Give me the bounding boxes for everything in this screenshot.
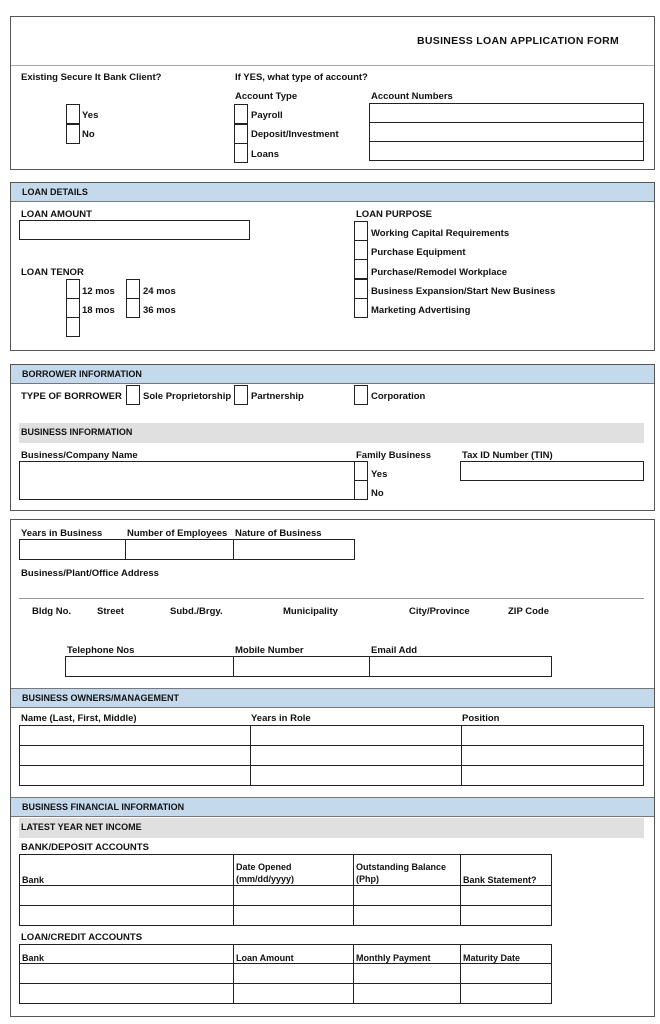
owners-table xyxy=(19,725,644,786)
corporation-label: Corporation xyxy=(371,391,426,402)
owner-name-cell[interactable] xyxy=(20,726,251,746)
payroll-label: Payroll xyxy=(251,110,283,121)
owner-years-header: Years in Role xyxy=(251,713,311,724)
maturity-date-column-header: Maturity Date xyxy=(461,945,552,964)
business-details-panel xyxy=(10,519,655,1017)
sole-proprietorship-checkbox[interactable] xyxy=(126,385,140,405)
table-row xyxy=(20,766,644,786)
table-row xyxy=(20,984,552,1004)
nature-label: Nature of Business xyxy=(235,528,322,539)
owner-name-cell[interactable] xyxy=(20,766,251,786)
table-cell[interactable] xyxy=(354,964,461,984)
family-business-yes-label: Yes xyxy=(371,469,388,480)
loan-amount-label: LOAN AMOUNT xyxy=(21,209,92,220)
borrower-type-label: TYPE OF BORROWER xyxy=(21,391,122,402)
tenor-other-checkbox[interactable] xyxy=(66,317,80,337)
client-panel xyxy=(10,16,655,170)
purpose-expansion-checkbox[interactable] xyxy=(354,279,368,299)
table-cell[interactable] xyxy=(20,886,234,906)
tenor-24-checkbox[interactable] xyxy=(126,279,140,299)
business-info-header: BUSINESS INFORMATION xyxy=(19,423,644,443)
client-no-label: No xyxy=(82,129,95,140)
table-cell[interactable] xyxy=(20,984,234,1004)
payroll-checkbox[interactable] xyxy=(234,104,248,124)
owner-name-cell[interactable] xyxy=(20,746,251,766)
owner-years-cell[interactable] xyxy=(251,746,462,766)
net-income-band: LATEST YEAR NET INCOME xyxy=(19,818,644,838)
client-yes-checkbox[interactable] xyxy=(66,104,80,124)
tenor-24-label: 24 mos xyxy=(143,286,176,297)
date-opened-column-header: Date Opened (mm/dd/yyyy) xyxy=(234,855,354,886)
existing-client-question: Existing Secure It Bank Client? xyxy=(21,72,162,83)
mobile-label: Mobile Number xyxy=(235,645,304,656)
years-in-business-field[interactable] xyxy=(19,539,126,560)
bank-accounts-table xyxy=(19,854,552,926)
municipality-label: Municipality xyxy=(283,606,338,617)
owner-position-cell[interactable] xyxy=(462,766,644,786)
owner-name-header: Name (Last, First, Middle) xyxy=(21,713,137,724)
loan-purpose-label: LOAN PURPOSE xyxy=(356,209,433,220)
owner-years-cell[interactable] xyxy=(251,726,462,746)
table-row xyxy=(20,726,644,746)
tenor-18-label: 18 mos xyxy=(82,305,115,316)
loan-accounts-table xyxy=(19,944,552,1004)
subd-label: Subd./Brgy. xyxy=(170,606,223,617)
family-business-label: Family Business xyxy=(356,450,431,461)
owner-position-cell[interactable] xyxy=(462,726,644,746)
family-business-yes-checkbox[interactable] xyxy=(354,461,368,481)
account-type-header: Account Type xyxy=(235,91,298,102)
loans-label: Loans xyxy=(251,149,279,160)
form-title: BUSINESS LOAN APPLICATION FORM xyxy=(417,35,620,47)
purpose-remodel-label: Purchase/Remodel Workplace xyxy=(371,267,508,278)
nature-field[interactable] xyxy=(233,539,355,560)
sole-proprietorship-label: Sole Proprietorship xyxy=(143,391,232,402)
loans-checkbox[interactable] xyxy=(234,143,248,163)
loan-amount-field[interactable] xyxy=(19,220,250,240)
table-row xyxy=(20,746,644,766)
zip-label: ZIP Code xyxy=(508,606,549,617)
table-row xyxy=(20,906,552,926)
loan-details-header: LOAN DETAILS xyxy=(11,183,654,202)
table-cell[interactable] xyxy=(20,964,234,984)
purpose-marketing-checkbox[interactable] xyxy=(354,298,368,318)
loan-accounts-label: LOAN/CREDIT ACCOUNTS xyxy=(21,932,143,943)
table-cell[interactable] xyxy=(461,886,552,906)
table-cell[interactable] xyxy=(461,964,552,984)
account-number-field-1[interactable] xyxy=(369,103,644,123)
loan-details-panel xyxy=(10,182,655,351)
owner-position-cell[interactable] xyxy=(462,746,644,766)
table-cell[interactable] xyxy=(234,984,354,1004)
purpose-equipment-label: Purchase Equipment xyxy=(371,247,466,258)
email-label: Email Add xyxy=(371,645,418,656)
account-number-field-2[interactable] xyxy=(369,122,644,142)
table-cell[interactable] xyxy=(354,906,461,926)
balance-column-header: Outstanding Balance (Php) xyxy=(354,855,461,886)
owners-header: BUSINESS OWNERS/MANAGEMENT xyxy=(11,688,654,708)
purpose-working-capital-label: Working Capital Requirements xyxy=(371,228,510,239)
company-name-label: Business/Company Name xyxy=(21,450,138,461)
mobile-field[interactable] xyxy=(233,656,370,677)
deposit-label: Deposit/Investment xyxy=(251,129,339,140)
table-cell[interactable] xyxy=(461,984,552,1004)
employees-field[interactable] xyxy=(125,539,234,560)
account-number-field-3[interactable] xyxy=(369,141,644,161)
tenor-36-checkbox[interactable] xyxy=(126,298,140,318)
purpose-working-capital-checkbox[interactable] xyxy=(354,221,368,241)
table-cell[interactable] xyxy=(234,906,354,926)
table-cell[interactable] xyxy=(234,886,354,906)
company-name-field[interactable] xyxy=(19,461,356,500)
family-business-no-checkbox[interactable] xyxy=(354,480,368,500)
employees-label: Number of Employees xyxy=(127,528,228,539)
tin-label: Tax ID Number (TIN) xyxy=(462,450,553,461)
table-row xyxy=(20,855,552,886)
loan-bank-column-header: Bank xyxy=(20,945,234,964)
purpose-equipment-checkbox[interactable] xyxy=(354,240,368,260)
address-label: Business/Plant/Office Address xyxy=(21,568,159,579)
borrower-header: BORROWER INFORMATION xyxy=(11,365,654,384)
table-cell[interactable] xyxy=(354,984,461,1004)
account-type-question: If YES, what type of account? xyxy=(235,72,368,83)
table-cell[interactable] xyxy=(461,906,552,926)
loan-tenor-label: LOAN TENOR xyxy=(21,267,84,278)
owner-years-cell[interactable] xyxy=(251,766,462,786)
client-no-checkbox[interactable] xyxy=(66,124,80,144)
partnership-checkbox[interactable] xyxy=(234,385,248,405)
bank-column-header: Bank xyxy=(20,855,234,886)
deposit-checkbox[interactable] xyxy=(234,124,248,144)
owner-position-header: Position xyxy=(462,713,500,724)
tenor-18-checkbox[interactable] xyxy=(66,298,80,318)
telephone-label: Telephone Nos xyxy=(67,645,135,656)
tenor-12-label: 12 mos xyxy=(82,286,115,297)
table-row xyxy=(20,964,552,984)
bldg-no-label: Bldg No. xyxy=(32,606,72,617)
tenor-36-label: 36 mos xyxy=(143,305,176,316)
table-cell[interactable] xyxy=(234,964,354,984)
tin-field[interactable] xyxy=(460,461,644,481)
loan-amount-column-header: Loan Amount xyxy=(234,945,354,964)
family-business-no-label: No xyxy=(371,488,384,499)
partnership-label: Partnership xyxy=(251,391,304,402)
monthly-payment-column-header: Monthly Payment xyxy=(354,945,461,964)
borrower-panel xyxy=(10,364,655,511)
bank-statement-column-header: Bank Statement? xyxy=(461,855,552,886)
table-cell[interactable] xyxy=(354,886,461,906)
table-row xyxy=(20,886,552,906)
email-field[interactable] xyxy=(369,656,552,677)
purpose-marketing-label: Marketing Advertising xyxy=(371,305,471,316)
bank-accounts-label: BANK/DEPOSIT ACCOUNTS xyxy=(21,842,149,853)
divider xyxy=(11,65,654,66)
purpose-remodel-checkbox[interactable] xyxy=(354,259,368,279)
city-label: City/Province xyxy=(409,606,470,617)
purpose-expansion-label: Business Expansion/Start New Business xyxy=(371,286,556,297)
client-yes-label: Yes xyxy=(82,110,99,121)
tenor-12-checkbox[interactable] xyxy=(66,279,80,299)
account-numbers-header: Account Numbers xyxy=(371,91,453,102)
corporation-checkbox[interactable] xyxy=(354,385,368,405)
years-in-business-label: Years in Business xyxy=(21,528,103,539)
financial-header: BUSINESS FINANCIAL INFORMATION xyxy=(11,797,654,817)
table-cell[interactable] xyxy=(20,906,234,926)
table-row xyxy=(20,945,552,964)
address-line[interactable] xyxy=(19,598,644,599)
street-label: Street xyxy=(97,606,124,617)
telephone-field[interactable] xyxy=(65,656,234,677)
